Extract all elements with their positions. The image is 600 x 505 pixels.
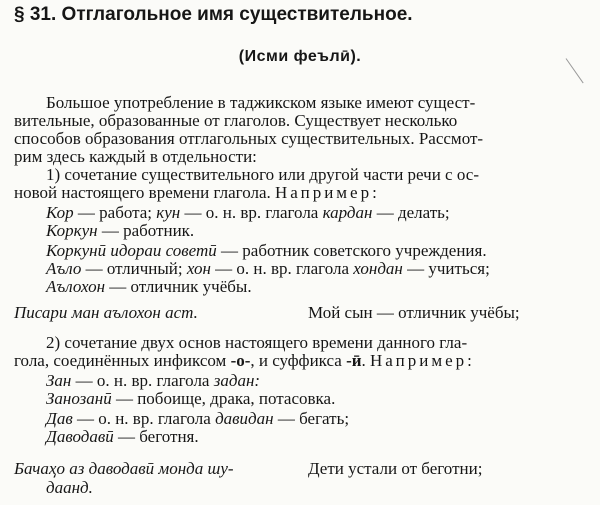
point2-line xyxy=(14,351,475,371)
gloss: — о. н. вр. глагола xyxy=(210,259,354,278)
tajik-word: Кор xyxy=(46,203,74,222)
example-row xyxy=(46,221,194,241)
tajik-word: хондан xyxy=(353,259,403,278)
tajik-word: хон xyxy=(186,259,211,278)
intro-line: Большое употребление в таджикском языке имеют сущест- xyxy=(46,93,476,112)
infix: -о- xyxy=(230,351,251,370)
gloss: — бегать; xyxy=(273,409,350,428)
gloss: — учиться; xyxy=(402,259,490,278)
gloss: — отличник учёбы. xyxy=(105,277,252,296)
tajik-sentence: Бачаҳо аз даводавӣ монда шу- xyxy=(14,459,234,478)
point1-line xyxy=(14,183,380,203)
intro-line: вительные, образованные от глаголов. Существует несколько xyxy=(14,111,458,130)
example-row xyxy=(46,371,260,391)
example-row xyxy=(46,203,450,223)
gloss: — о. н. вр. глагола xyxy=(180,203,323,222)
example-row xyxy=(46,259,490,279)
tajik-word: кардан xyxy=(322,203,373,222)
example-row xyxy=(46,277,252,297)
example-row xyxy=(46,389,335,409)
tajik-word: задан: xyxy=(213,371,261,390)
gloss: — о. н. вр. глагола xyxy=(72,409,216,428)
gloss: — о. н. вр. глагола xyxy=(71,371,214,390)
russian-translation: Мой сын — отличник учёбы; xyxy=(308,303,520,322)
tajik-word: Занозанӣ xyxy=(46,389,112,408)
example-word: Например: xyxy=(275,183,380,202)
point2-text: . xyxy=(361,351,366,370)
example-row xyxy=(46,241,487,261)
point2-text: , и суффикса xyxy=(250,351,347,370)
tajik-word: кун xyxy=(156,203,181,222)
tajik-word: Коркунӣ идораи советӣ xyxy=(46,241,217,260)
gloss: — работник. xyxy=(97,221,195,240)
tajik-sentence: Писари ман аълохон аст. xyxy=(14,303,198,322)
russian-translation: Дети устали от беготни; xyxy=(308,459,483,478)
section-subheading: (Исми феълӣ). xyxy=(238,48,362,65)
tajik-word: Аъло xyxy=(46,259,82,278)
point2-line: 2) сочетание двух основ настоящего времени данного гла- xyxy=(46,333,468,352)
gloss: — отличный; xyxy=(81,259,187,278)
point2-text: гола, соединённых инфиксом xyxy=(14,351,231,370)
tajik-word: Зан xyxy=(46,371,72,390)
intro-line: способов образования отглагольных существительных. Рассмот- xyxy=(14,129,484,148)
gloss: — делать; xyxy=(372,203,450,222)
suffix: -ӣ xyxy=(346,351,362,370)
gloss: — побоище, драка, потасовка. xyxy=(111,389,336,408)
example-row xyxy=(46,427,199,447)
example-word: Например: xyxy=(370,351,475,370)
tajik-word: Коркун xyxy=(46,221,98,240)
point1-line: 1) сочетание существительного или другой части речи с ос- xyxy=(46,165,479,184)
tajik-word: Дав xyxy=(46,409,73,428)
gloss: — беготня. xyxy=(113,427,199,446)
gloss: — работник советского учреждения. xyxy=(216,241,487,260)
intro-line: рим здесь каждый в отдельности: xyxy=(14,147,257,166)
section-heading: § 31. Отглагольное имя существительное. xyxy=(14,4,413,25)
tajik-sentence: даанд. xyxy=(46,478,93,497)
tajik-word: давидан xyxy=(215,409,274,428)
gloss: — работа; xyxy=(73,203,157,222)
tajik-word: Аълохон xyxy=(46,277,106,296)
tajik-word: Даводавӣ xyxy=(46,427,114,446)
example-row xyxy=(46,409,349,429)
point1-text: новой настоящего времени глагола. xyxy=(14,183,271,202)
